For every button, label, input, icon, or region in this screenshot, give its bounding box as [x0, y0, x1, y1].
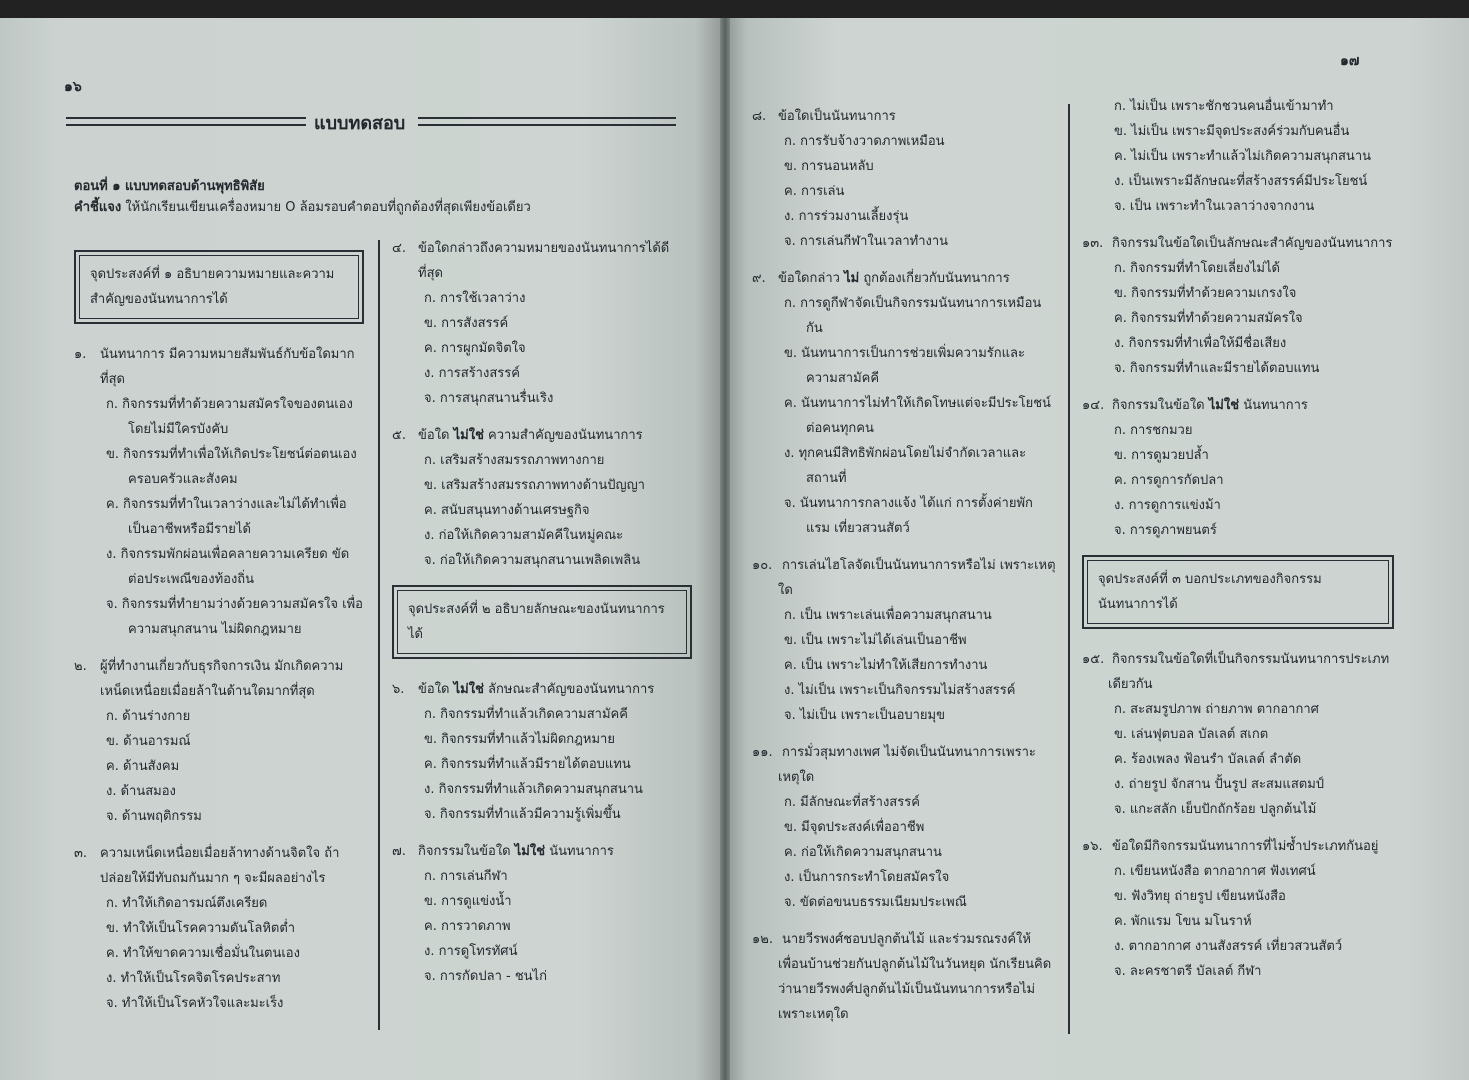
option: ก. การเล่นกีฬา: [424, 869, 508, 884]
option: ง. ทำให้เป็นโรคจิตโรคประสาท: [106, 971, 281, 986]
question-stem-post: นันทนาการ: [1243, 398, 1308, 413]
question-stem-post: นันทนาการ: [549, 844, 614, 859]
question-15-text: [1082, 647, 1394, 697]
option: ง. ก่อให้เกิดความสามัคคีในหมู่คณะ: [424, 528, 624, 543]
question-number: ๑๐.: [752, 558, 773, 573]
option: ง. การดูการแข่งม้า: [1114, 498, 1221, 513]
question-2: [74, 654, 364, 829]
question-number: ๑๖.: [1082, 839, 1103, 854]
option: จ. กิจกรรมที่ทำและมีรายได้ตอบแทน: [1114, 361, 1320, 376]
option: ก. ไม่เป็น เพราะชักชวนคนอื่นเข้ามาทำ: [1114, 99, 1334, 114]
option: ข. กิจกรรมที่ทำแล้วไม่ผิดกฎหมาย: [424, 732, 615, 747]
right-column-1: [752, 104, 1056, 1039]
question-stem: นายวีรพงศ์ชอบปลูกต้นไม้ และร่วมรณรงค์ให้เพื่อนบ้านช่วยกันปลูกต้นไม้ในวันหยุด นักเรียนคิดว่านายวีรพงศ์ปลูกต้นไม้เป็นนันทนาการหรือไม่เพราะเหตุใด: [778, 932, 1052, 1022]
option: จ. เป็น เพราะทำในเวลาว่างจากงาน: [1114, 199, 1315, 214]
question-stem: การเล่นไฮโลจัดเป็นนันทนาการหรือไม่ เพราะเหตุใด: [778, 558, 1056, 598]
option: ง. ถ่ายรูป จักสาน ปั้นรูป สะสมแสตมป์: [1114, 777, 1325, 792]
option: ง. การสร้างสรรค์: [424, 366, 520, 381]
column-divider-left: [378, 240, 380, 1030]
option: ก. ด้านร่างกาย: [106, 709, 191, 724]
question-number: ๗.: [392, 844, 406, 859]
question-10: [752, 553, 1056, 728]
option: ข. ทำให้เป็นโรคความดันโลหิตต่ำ: [106, 921, 296, 936]
question-14: [1082, 393, 1394, 543]
question-stem: ความเหน็ดเหนื่อยเมื่อยล้าทางด้านจิตใจ ถ้าปล่อยให้มีทับถมกันมาก ๆ จะมีผลอย่างไร: [100, 846, 340, 886]
option: ค. กิจกรรมที่ทำแล้วมีรายได้ตอบแทน: [424, 757, 631, 772]
question-12-text: [752, 927, 1056, 1027]
option: ค. ทำให้ขาดความเชื่อมั่นในตนเอง: [106, 946, 300, 961]
objective-box-1: [74, 250, 364, 324]
page-number-left: ๑๖: [64, 79, 82, 95]
question-8: [752, 104, 1056, 254]
option: จ. แกะสลัก เย็บปักถักร้อย ปลูกต้นไม้: [1114, 802, 1317, 817]
question-1-text: [74, 342, 364, 392]
question-stem-post: ถูกต้องเกี่ยวกับนันทนาการ: [863, 271, 1010, 286]
question-number: ๑๓.: [1082, 236, 1104, 251]
option: ง. เป็นเพราะมีลักษณะที่สร้างสรรค์มีประโยชน์: [1114, 174, 1368, 189]
question-number: ๓.: [74, 846, 88, 861]
option: ก. กิจกรรมที่ทำโดยเลี่ยงไม่ได้: [1114, 261, 1280, 276]
question-12-options: [1082, 94, 1394, 219]
question-11: [752, 740, 1056, 915]
objective-1: จุดประสงค์ที่ ๑ อธิบายความหมายและความสำคัญของนันทนาการได้: [79, 255, 359, 319]
option: ค. ไม่เป็น เพราะทำแล้วไม่เกิดความสนุกสนาน: [1114, 149, 1372, 164]
option: ง. กิจกรรมพักผ่อนเพื่อคลายความเครียด ขัดต่อประเพณีของท้องถิ่น: [106, 547, 350, 587]
book-gutter: [720, 18, 730, 1080]
option: ค. ร้องเพลง ฟ้อนรำ บัลเลต์ ลำตัด: [1114, 752, 1302, 767]
instruction-label: คำชี้แจง: [74, 200, 122, 215]
option: ก. มีลักษณะที่สร้างสรรค์: [784, 795, 920, 810]
option: ก. ทำให้เกิดอารมณ์ตึงเครียด: [106, 896, 268, 911]
option: ข. การนอนหลับ: [784, 159, 874, 174]
question-number: ๘.: [752, 109, 767, 124]
option: จ. นันทนาการกลางแจ้ง ได้แก่ การตั้งค่ายพักแรม เที่ยวสวนสัตว์: [784, 496, 1033, 536]
question-6-text: [392, 677, 692, 702]
title-rule-left: [66, 117, 306, 126]
option: ง. การดูโทรทัศน์: [424, 944, 518, 959]
title-rule-right: [418, 117, 676, 126]
question-stem: ข้อใดเป็นนันทนาการ: [778, 109, 896, 124]
question-8-text: [752, 104, 1056, 129]
option: ข. กิจกรรมที่ทำด้วยความเกรงใจ: [1114, 286, 1297, 301]
objective-3: จุดประสงค์ที่ ๓ บอกประเภทของกิจกรรมนันทนาการได้: [1087, 560, 1389, 624]
question-1: [74, 342, 364, 642]
option: ง. ด้านสมอง: [106, 784, 176, 799]
question-stem-pre: ข้อใด: [418, 428, 450, 443]
question-stem: ข้อใดกล่าวถึงความหมายของนันทนาการได้ดีที่สุด: [418, 241, 670, 281]
option: ค. การผูกมัดจิตใจ: [424, 341, 526, 356]
question-7-text: [392, 839, 692, 864]
question-4: [392, 236, 692, 411]
option: ง. กิจกรรมที่ทำเพื่อให้มีชื่อเสียง: [1114, 336, 1287, 351]
option: ข. ไม่เป็น เพราะมีจุดประสงค์ร่วมกับคนอื่น: [1114, 124, 1350, 139]
page-number-right: ๑๗: [1340, 53, 1360, 69]
negation-word: ไม่ใช่: [453, 428, 484, 443]
option: ก. เป็น เพราะเล่นเพื่อความสนุกสนาน: [784, 608, 992, 623]
right-column-2: [1082, 94, 1394, 996]
question-5: [392, 423, 692, 573]
option: ก. เสริมสร้างสมรรถภาพทางกาย: [424, 453, 605, 468]
question-9-text: [752, 266, 1056, 291]
question-stem-pre: ข้อใด: [418, 682, 450, 697]
question-stem: ข้อใดมีกิจกรรมนันทนาการที่ไม่ซ้ำประเภทกันอยู่: [1112, 839, 1379, 854]
option: ก. กิจกรรมที่ทำแล้วเกิดความสามัคคี: [424, 707, 628, 722]
question-12: [752, 927, 1056, 1027]
option: จ. กิจกรรมที่ทำยามว่างด้วยความสมัครใจ เพื่อ ความสนุกสนาน ไม่ผิดกฎหมาย: [106, 597, 363, 637]
option: จ. ด้านพฤติกรรม: [106, 809, 202, 824]
page-title: แบบทดสอบ: [314, 113, 406, 134]
option: ค. กิจกรรมที่ทำในเวลาว่างและไม่ได้ทำเพื่อ เป็นอาชีพหรือมีรายได้: [106, 497, 347, 537]
option: ก. กิจกรรมที่ทำด้วยความสมัครใจของตนเอง โดยไม่มีใครบังคับ: [106, 397, 353, 437]
option: ข. การดูมวยปล้ำ: [1114, 448, 1209, 463]
question-stem: นันทนาการ มีความหมายสัมพันธ์กับข้อใดมากที่สุด: [100, 347, 355, 387]
option: ข. นันทนาการเป็นการช่วยเพิ่มความรักและความสามัคคี: [784, 346, 1025, 386]
option: ข. การสังสรรค์: [424, 316, 509, 331]
column-divider-right: [1068, 104, 1070, 1034]
option: จ. การดูภาพยนตร์: [1114, 523, 1217, 538]
option: ข. เล่นฟุตบอล บัลเลต์ สเกต: [1114, 727, 1269, 742]
question-stem: ผู้ที่ทำงานเกี่ยวกับธุรกิจการเงิน มักเกิดความเหน็ดเหนื่อยเมื่อยล้าในด้านใดมากที่สุด: [100, 659, 344, 699]
option: ง. กิจกรรมที่ทำแล้วเกิดความสนุกสนาน: [424, 782, 643, 797]
scan-edge: [0, 0, 1469, 20]
option: ค. การวาดภาพ: [424, 919, 511, 934]
question-9: [752, 266, 1056, 541]
part-heading: ตอนที่ ๑ แบบทดสอบด้านพุทธิพิสัย: [74, 179, 265, 194]
option: ข. เสริมสร้างสมรรถภาพทางด้านปัญญา: [424, 478, 645, 493]
question-number: ๕.: [392, 428, 406, 443]
question-3-text: [74, 841, 364, 891]
instruction-text: ให้นักเรียนเขียนเครื่องหมาย O ล้อมรอบคำตอบที่ถูกต้องที่สุดเพียงข้อเดียว: [125, 200, 531, 215]
question-4-text: [392, 236, 692, 286]
question-5-text: [392, 423, 692, 448]
question-number: ๖.: [392, 682, 405, 697]
negation-word: ไม่ใช่: [514, 844, 546, 859]
option: ก. การชกมวย: [1114, 423, 1193, 438]
question-13: [1082, 231, 1394, 381]
option: ก. สะสมรูปภาพ ถ่ายภาพ ตากอากาศ: [1114, 702, 1319, 717]
question-16-text: [1082, 834, 1394, 859]
option: ง. ไม่เป็น เพราะเป็นกิจกรรมไม่สร้างสรรค์: [784, 683, 1016, 698]
question-stem-pre: กิจกรรมในข้อใด: [418, 844, 511, 859]
option: ง. การร่วมงานเลี้ยงรุ่น: [784, 209, 909, 224]
question-15: [1082, 647, 1394, 822]
option: ง. ตากอากาศ งานสังสรรค์ เที่ยวสวนสัตว์: [1114, 939, 1343, 954]
question-7: [392, 839, 692, 989]
test-title-banner: [66, 108, 676, 132]
option: ข. กิจกรรมที่ทำเพื่อให้เกิดประโยชน์ต่อตนเอง ครอบครัวและสังคม: [106, 447, 357, 487]
option: จ. กิจกรรมที่ทำแล้วมีความรู้เพิ่มขึ้น: [424, 807, 621, 822]
question-number: ๑๔.: [1082, 398, 1105, 413]
question-2-text: [74, 654, 364, 704]
option: จ. ทำให้เป็นโรคหัวใจและมะเร็ง: [106, 996, 284, 1011]
objective-box-3: [1082, 555, 1394, 629]
option: ค. นันทนาการไม่ทำให้เกิดโทษแต่จะมีประโยชน์ต่อคนทุกคน: [784, 396, 1051, 436]
question-10-text: [752, 553, 1056, 603]
option: จ. ก่อให้เกิดความสนุกสนานเพลิดเพลิน: [424, 553, 641, 568]
question-stem: กิจกรรมในข้อใดที่เป็นกิจกรรมนันทนาการประเภทเดียวกัน: [1108, 652, 1390, 692]
option: ค. กิจกรรมที่ทำด้วยความสมัครใจ: [1114, 311, 1303, 326]
option: ข. ฟังวิทยุ ถ่ายรูป เขียนหนังสือ: [1114, 889, 1286, 904]
question-number: ๑๑.: [752, 745, 773, 760]
option: ข. เป็น เพราะไม่ได้เล่นเป็นอาชีพ: [784, 633, 967, 648]
question-number: ๑.: [74, 347, 87, 362]
question-stem: กิจกรรมในข้อใดเป็นลักษณะสำคัญของนันทนาการ: [1112, 236, 1393, 251]
option: ก. เขียนหนังสือ ตากอากาศ ฟังเทศน์: [1114, 864, 1316, 879]
question-14-text: [1082, 393, 1394, 418]
option: ค. ด้านสังคม: [106, 759, 180, 774]
option: ค. สนับสนุนทางด้านเศรษฐกิจ: [424, 503, 590, 518]
question-number: ๙.: [752, 271, 766, 286]
option: จ. การเล่นกีฬาในเวลาทำงาน: [784, 234, 949, 249]
option: จ. ขัดต่อขนบธรรมเนียมประเพณี: [784, 895, 967, 910]
left-column-2: [392, 236, 692, 1001]
option: ข. การดูแข่งน้ำ: [424, 894, 512, 909]
option: ค. พักแรม โขน มโนราห์: [1114, 914, 1252, 929]
instruction: [74, 196, 531, 217]
question-11-text: [752, 740, 1056, 790]
option: จ. การกัดปลา - ชนไก่: [424, 969, 547, 984]
negation-word: ไม่ใช่: [1208, 398, 1240, 413]
question-number: ๑๒.: [752, 932, 773, 947]
objective-2: จุดประสงค์ที่ ๒ อธิบายลักษณะของนันทนาการได้: [397, 590, 687, 654]
option: ก. การดูกีฬาจัดเป็นกิจกรรมนันทนาการเหมือนกัน: [784, 296, 1042, 336]
option: ข. มีจุดประสงค์เพื่ออาชีพ: [784, 820, 925, 835]
question-number: ๔.: [392, 241, 406, 256]
option: จ. การสนุกสนานรื่นเริง: [424, 391, 554, 406]
option: ค. เป็น เพราะไม่ทำให้เสียการทำงาน: [784, 658, 988, 673]
option: ค. การดูการกัดปลา: [1114, 473, 1224, 488]
left-column-1: [74, 246, 364, 1028]
question-6: [392, 677, 692, 827]
option: ก. การรับจ้างวาดภาพเหมือน: [784, 134, 945, 149]
option: ค. การเล่น: [784, 184, 845, 199]
option: ง. ทุกคนมีสิทธิพักผ่อนโดยไม่จำกัดเวลาและสถานที่: [784, 446, 1027, 486]
option: จ. ละครชาตรี บัลเลต์ กีฬา: [1114, 964, 1262, 979]
question-stem-post: ความสำคัญของนันทนาการ: [488, 428, 643, 443]
objective-box-2: [392, 585, 692, 659]
question-3: [74, 841, 364, 1016]
negation-word: ไม่ใช่: [453, 682, 484, 697]
question-stem-post: ลักษณะสำคัญของนันทนาการ: [488, 682, 655, 697]
option: ค. ก่อให้เกิดความสนุกสนาน: [784, 845, 942, 860]
option: ง. เป็นการกระทำโดยสมัครใจ: [784, 870, 950, 885]
question-stem: การมั่วสุมทางเพศ ไม่จัดเป็นนันทนาการเพราะเหตุใด: [778, 745, 1036, 785]
question-stem-pre: ข้อใดกล่าว: [778, 271, 840, 286]
question-13-text: [1082, 231, 1394, 256]
question-16: [1082, 834, 1394, 984]
option: ข. ด้านอารมณ์: [106, 734, 191, 749]
question-number: ๒.: [74, 659, 87, 674]
negation-word: ไม่: [844, 271, 860, 286]
option: ก. การใช้เวลาว่าง: [424, 291, 526, 306]
question-number: ๑๕.: [1082, 652, 1105, 667]
option: จ. ไม่เป็น เพราะเป็นอบายมุข: [784, 708, 945, 723]
question-stem-pre: กิจกรรมในข้อใด: [1112, 398, 1205, 413]
